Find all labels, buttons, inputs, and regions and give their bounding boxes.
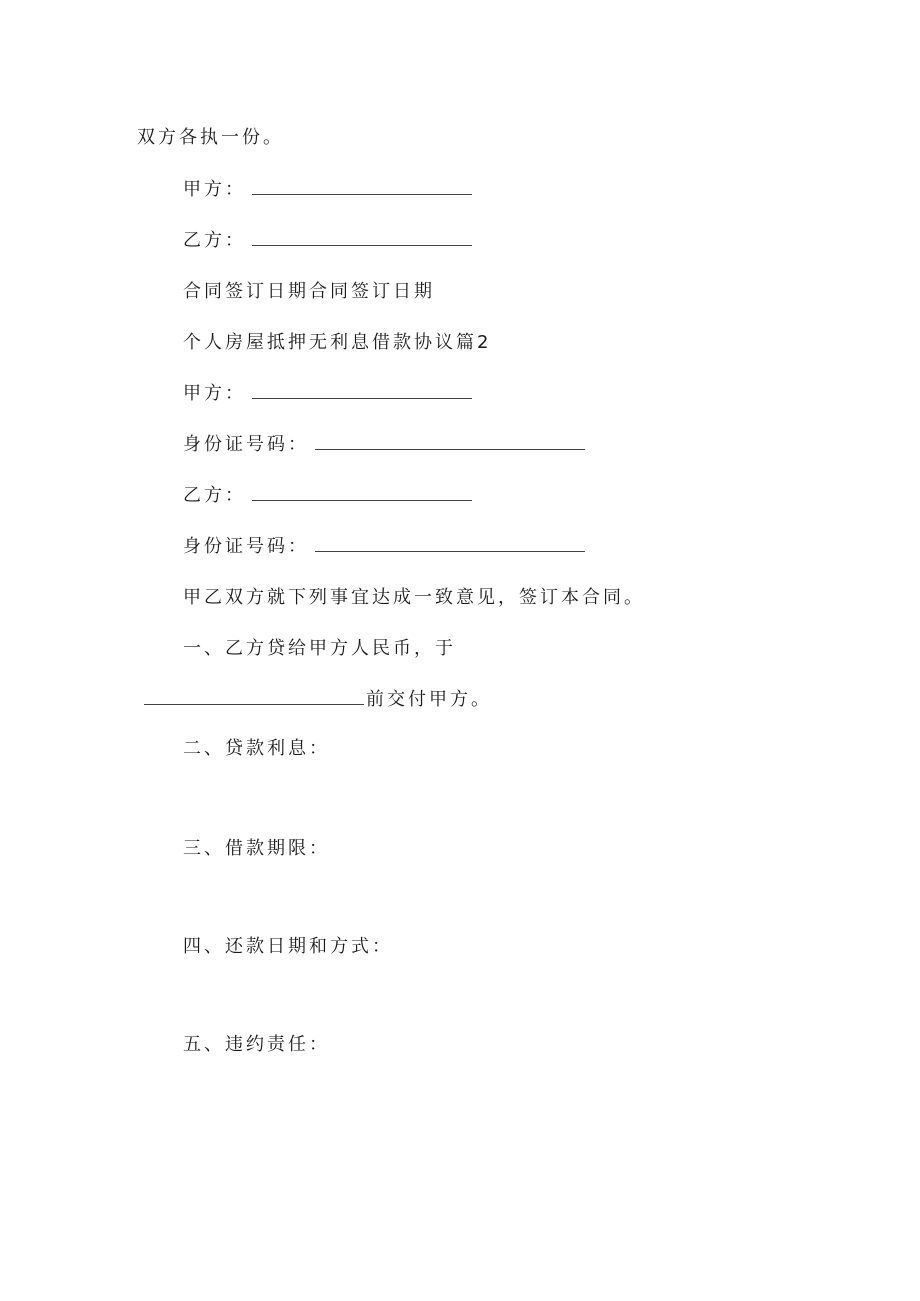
- clause-1-line: [183, 637, 456, 661]
- clause-5-text: 五、违约责任：: [183, 1034, 330, 1055]
- party-b-blank[interactable]: [252, 499, 472, 501]
- party-b-id-line: [183, 535, 585, 559]
- signature-party-b-label: 乙方：: [183, 230, 246, 251]
- signature-party-b: [183, 229, 472, 253]
- party-a-blank[interactable]: [252, 397, 472, 399]
- clause-5-line: [183, 1033, 330, 1057]
- party-a-line: [183, 382, 472, 406]
- closing-text: 双方各执一份。: [137, 127, 284, 148]
- signature-party-a: [183, 178, 472, 202]
- clause-4-text: 四、还款日期和方式：: [183, 936, 393, 957]
- intro-line: [183, 586, 645, 610]
- sign-date-text: 合同签订日期合同签订日期: [183, 281, 435, 302]
- closing-line: [137, 126, 284, 150]
- clause-4-line: [183, 935, 393, 959]
- party-b-line: [183, 484, 472, 508]
- clause-1-cont-text: 前交付甲方。: [366, 689, 492, 710]
- section-title-text: 个人房屋抵押无利息借款协议篇2: [183, 332, 492, 353]
- party-a-id-label: 身份证号码：: [183, 434, 309, 455]
- signature-party-a-label: 甲方：: [183, 179, 246, 200]
- clause-2-text: 二、贷款利息：: [183, 738, 330, 759]
- party-b-id-label: 身份证号码：: [183, 536, 309, 557]
- sign-date-line: [183, 280, 435, 304]
- clause-1-cont-line: [144, 688, 492, 712]
- party-a-id-blank[interactable]: [315, 448, 585, 450]
- signature-party-a-blank[interactable]: [252, 193, 472, 195]
- clause-3-text: 三、借款期限：: [183, 838, 330, 859]
- party-a-id-line: [183, 433, 585, 457]
- intro-text: 甲乙双方就下列事宜达成一致意见，签订本合同。: [183, 587, 645, 608]
- clause-1-date-blank[interactable]: [144, 703, 364, 705]
- party-a-label: 甲方：: [183, 383, 246, 404]
- signature-party-b-blank[interactable]: [252, 244, 472, 246]
- party-b-label: 乙方：: [183, 485, 246, 506]
- party-b-id-blank[interactable]: [315, 550, 585, 552]
- clause-1-text: 一、乙方贷给甲方人民币，于: [183, 638, 456, 659]
- clause-3-line: [183, 837, 330, 861]
- clause-2-line: [183, 737, 330, 761]
- section-title: [183, 331, 491, 355]
